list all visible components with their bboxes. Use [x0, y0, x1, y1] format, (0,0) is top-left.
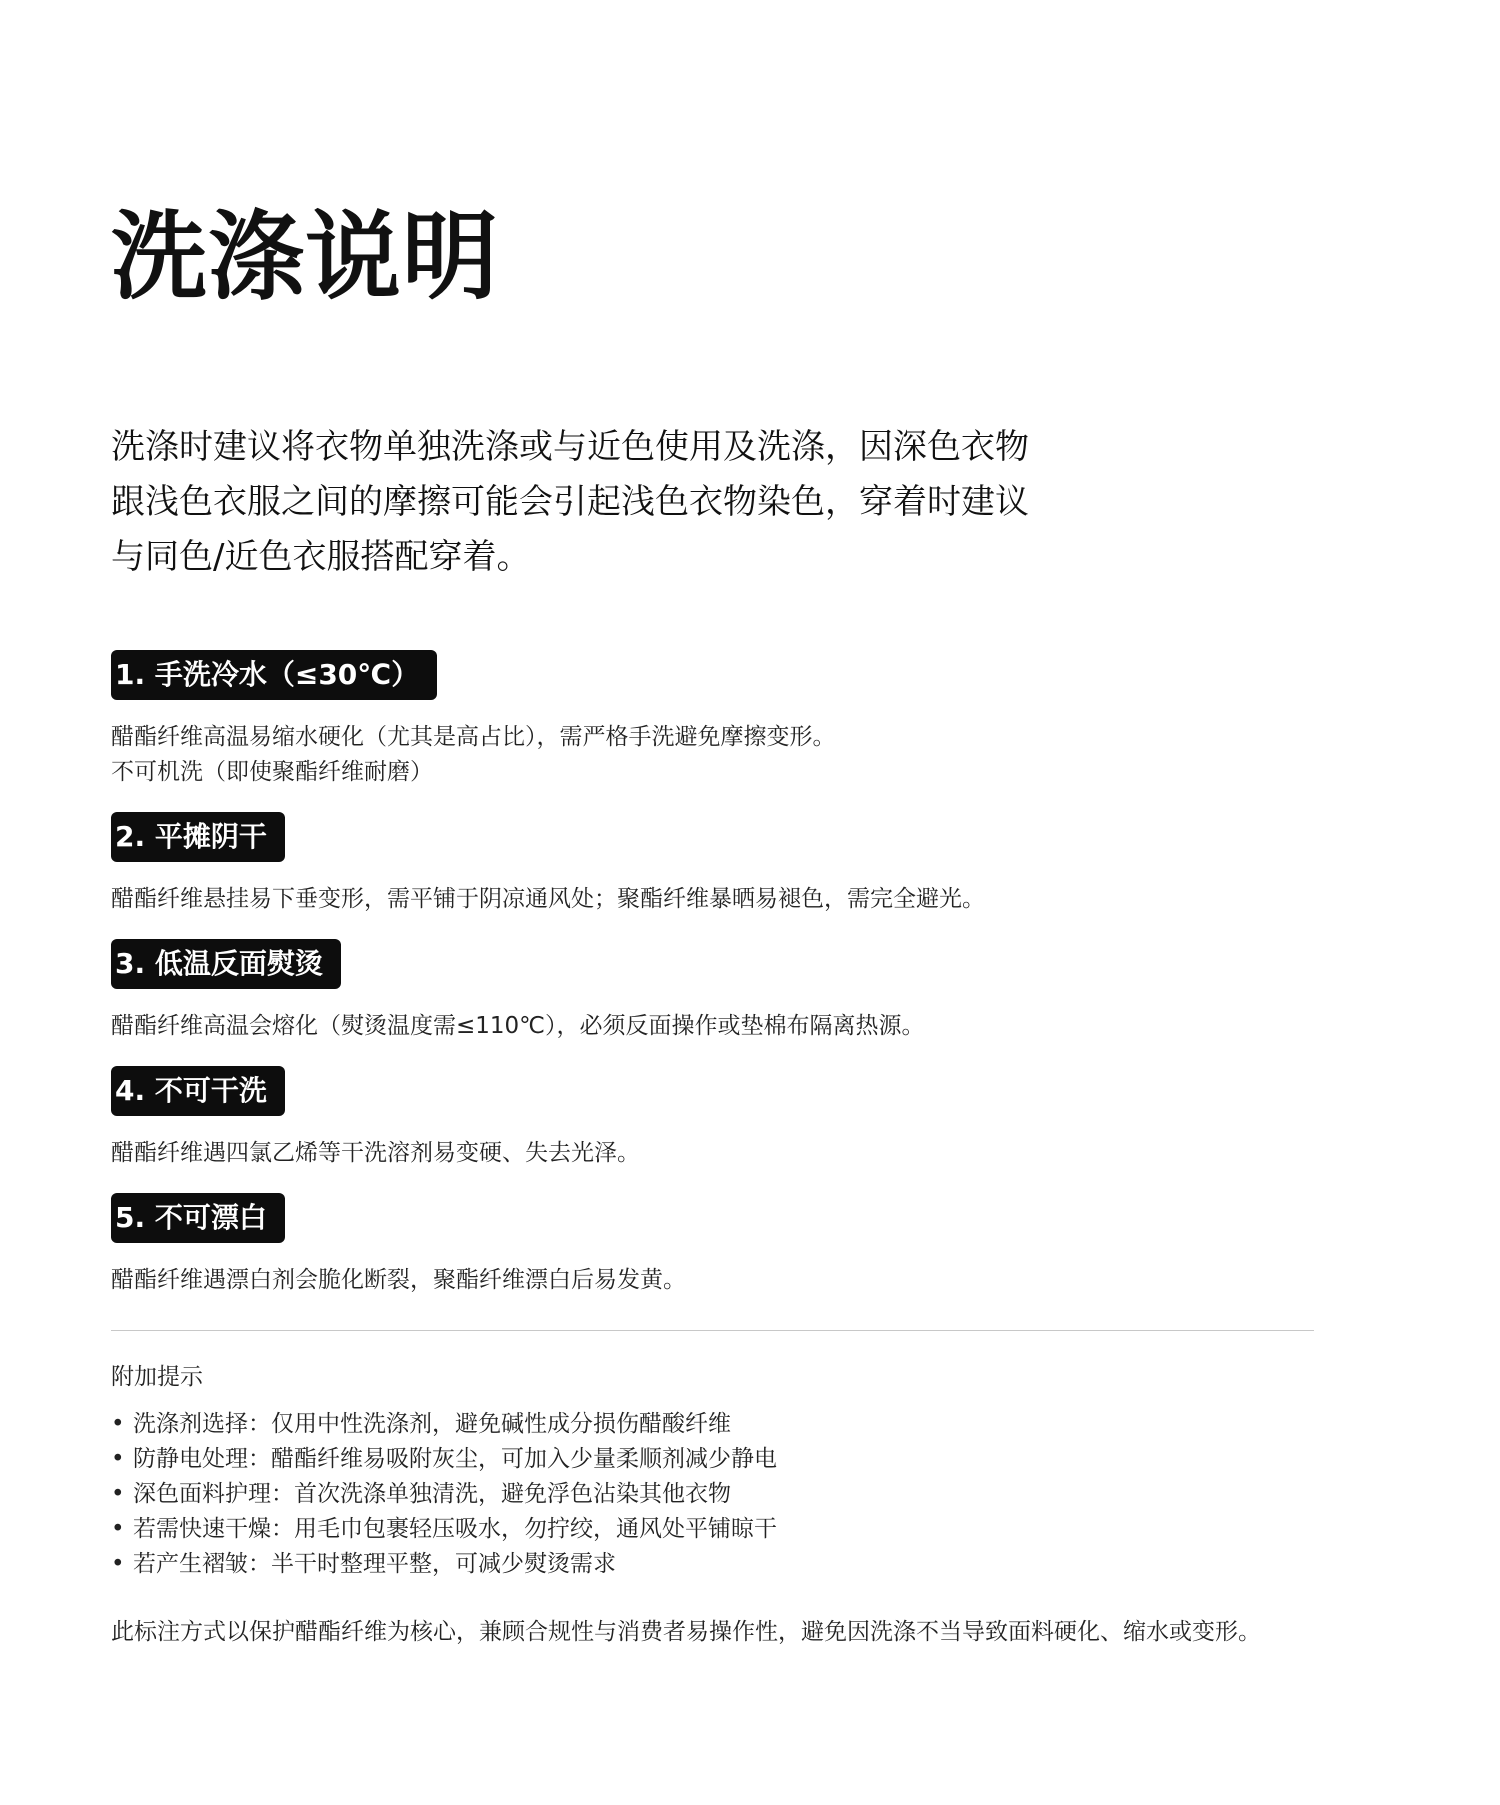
section-description-line: 醋酯纤维悬挂易下垂变形，需平铺于阴凉通风处；聚酯纤维暴晒易褪色，需完全避光。 — [111, 886, 985, 912]
section-description-line: 不可机洗（即使聚酯纤维耐磨） — [111, 759, 433, 785]
section-description — [111, 720, 1351, 790]
tip-text: 若需快速干燥：用毛巾包裹轻压吸水，勿拧绞，通风处平铺晾干 — [133, 1516, 777, 1542]
intro-line: 洗涤时建议将衣物单独洗涤或与近色使用及洗涤，因深色衣物 — [111, 427, 1029, 467]
section-description — [111, 1263, 1351, 1298]
section-description — [111, 1136, 1351, 1171]
section-description — [111, 882, 1351, 917]
bullet-icon: • — [111, 1481, 125, 1507]
section-badge: 5. 不可漂白 — [111, 1193, 285, 1243]
tip-item — [111, 1547, 777, 1582]
section-badge: 4. 不可干洗 — [111, 1066, 285, 1116]
bullet-icon: • — [111, 1411, 125, 1437]
tip-text: 深色面料护理：首次洗涤单独清洗，避免浮色沾染其他衣物 — [133, 1481, 731, 1507]
tip-item — [111, 1407, 777, 1442]
intro-line: 与同色/近色衣服搭配穿着。 — [111, 537, 531, 577]
care-section-hand-wash — [111, 650, 1351, 812]
bullet-icon: • — [111, 1446, 125, 1472]
section-description — [111, 1009, 1351, 1044]
tip-item — [111, 1512, 777, 1547]
section-badge: 2. 平摊阴干 — [111, 812, 285, 862]
care-sections — [111, 650, 1351, 1320]
section-description-line: 醋酯纤维高温易缩水硬化（尤其是高占比），需严格手洗避免摩擦变形。 — [111, 724, 836, 750]
section-description-line: 醋酯纤维遇漂白剂会脆化断裂，聚酯纤维漂白后易发黄。 — [111, 1267, 686, 1293]
tip-item — [111, 1477, 777, 1512]
tip-text: 洗涤剂选择：仅用中性洗涤剂，避免碱性成分损伤醋酸纤维 — [133, 1411, 731, 1437]
section-description-line: 醋酯纤维遇四氯乙烯等干洗溶剂易变硬、失去光泽。 — [111, 1140, 640, 1166]
tips-heading: 附加提示 — [111, 1364, 203, 1390]
intro-paragraph — [111, 420, 1141, 585]
intro-line: 跟浅色衣服之间的摩擦可能会引起浅色衣物染色，穿着时建议 — [111, 482, 1029, 522]
care-section-flat-dry — [111, 812, 1351, 939]
bullet-icon: • — [111, 1551, 125, 1577]
bullet-icon: • — [111, 1516, 125, 1542]
section-badge: 3. 低温反面熨烫 — [111, 939, 341, 989]
section-divider — [111, 1330, 1314, 1331]
tips-list — [111, 1407, 777, 1582]
section-badge: 1. 手洗冷水（≤30℃） — [111, 650, 437, 700]
footer-note: 此标注方式以保护醋酯纤维为核心，兼顾合规性与消费者易操作性，避免因洗涤不当导致面料硬化、缩水或变形。 — [111, 1619, 1261, 1645]
tip-item — [111, 1442, 777, 1477]
care-section-no-dry-clean — [111, 1066, 1351, 1193]
care-section-low-iron — [111, 939, 1351, 1066]
care-section-no-bleach — [111, 1193, 1351, 1320]
tip-text: 若产生褶皱：半干时整理平整，可减少熨烫需求 — [133, 1551, 616, 1577]
section-description-line: 醋酯纤维高温会熔化（熨烫温度需≤110℃），必须反面操作或垫棉布隔离热源。 — [111, 1013, 925, 1039]
page-title: 洗涤说明 — [111, 201, 499, 313]
tip-text: 防静电处理：醋酯纤维易吸附灰尘，可加入少量柔顺剂减少静电 — [133, 1446, 777, 1472]
